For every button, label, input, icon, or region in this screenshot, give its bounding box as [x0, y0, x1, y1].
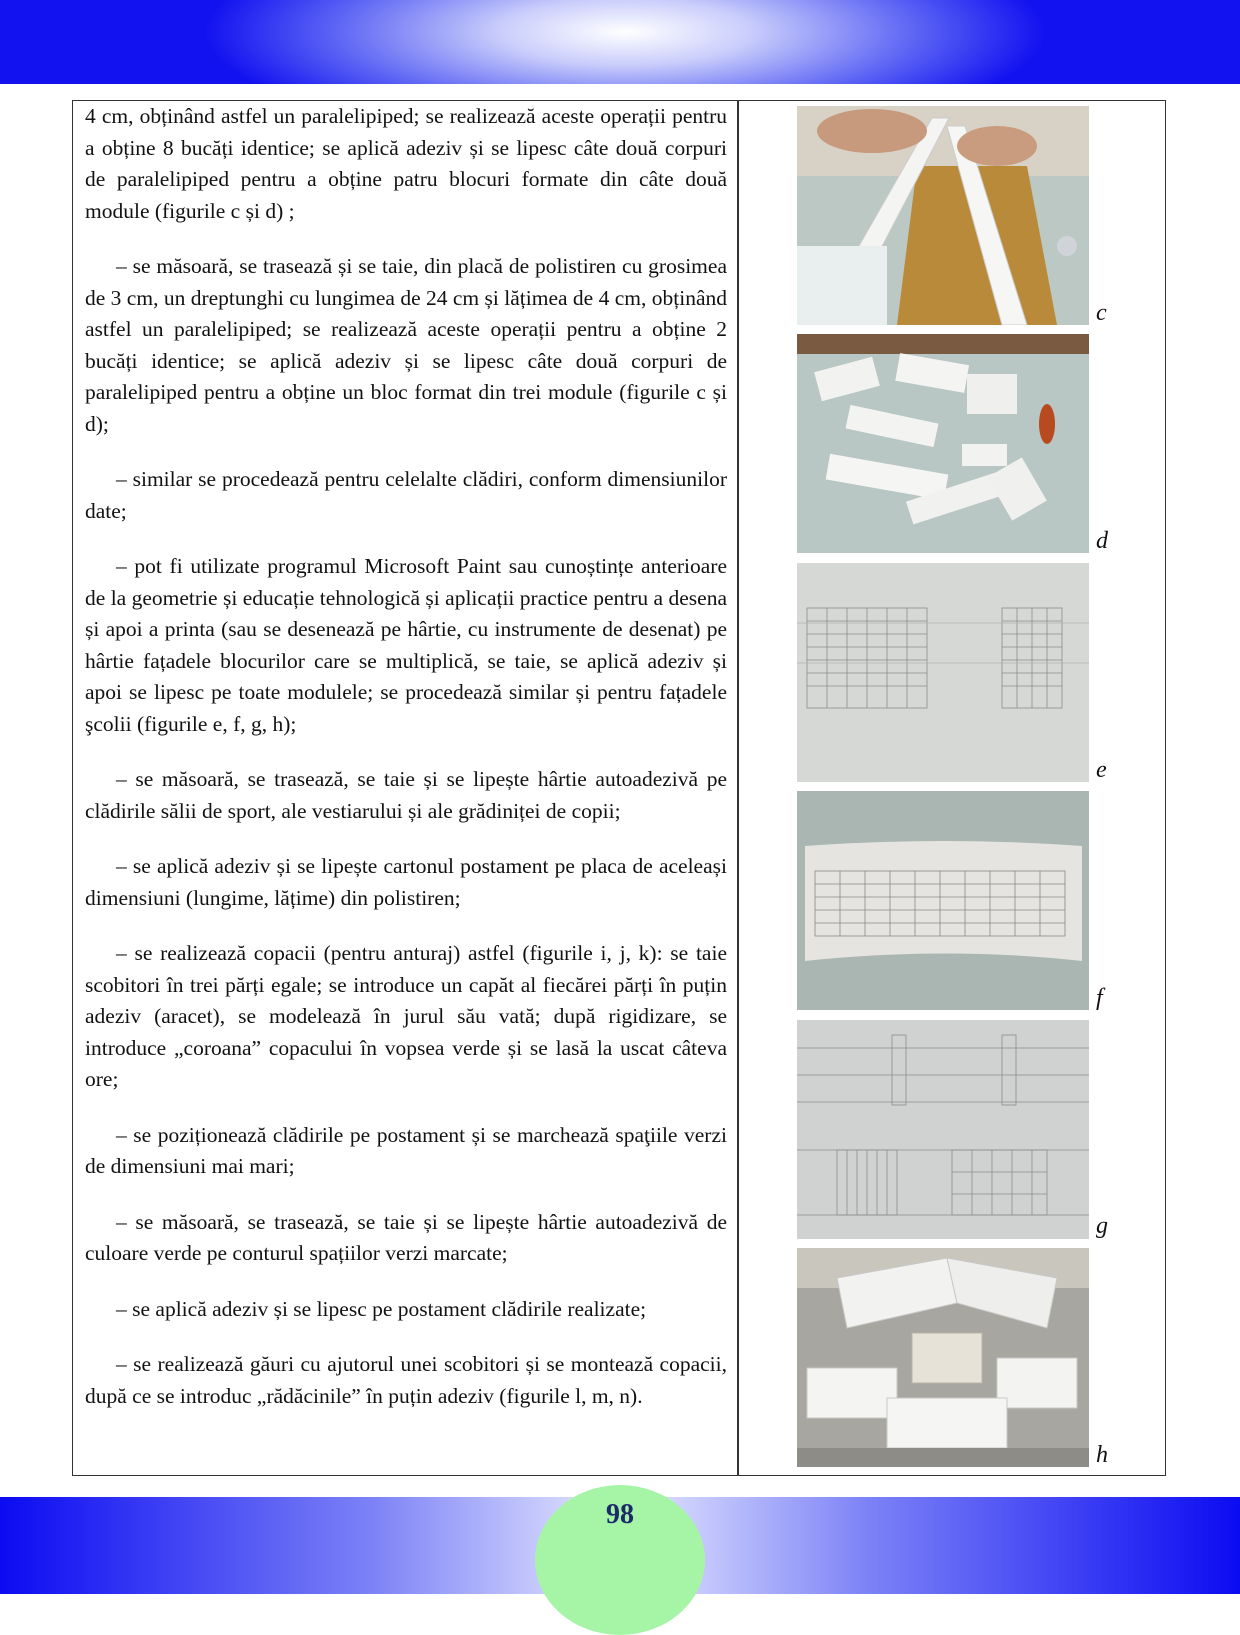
paragraph-7: – se realizează copacii (pentru anturaj) astfel (figurile i, j, k): se taie scobitori în trei părți egale; se introduce un capăt al fiecărei părți în puțin adeziv (aracet), se modelează în jurul său vată; după rigidizare, se introduce „coroana” copacului în vopsea verde și se lasă la uscat câteva ore; — [85, 941, 727, 1091]
paragraph-1: 4 cm, obținând astfel un paralelipiped; se realizează aceste operații pentru a obține 8 bucăți identice; se aplică adeziv și se lipesc câte două corpuri de paralelipiped pentru a obține patru blocuri formate din câte două module (figurile c și d) ; — [85, 104, 727, 223]
figure-d-label: d — [1096, 528, 1108, 554]
photo-polystyrene-blocks-icon — [797, 334, 1089, 553]
figure-d-photo — [797, 334, 1089, 553]
page-number-badge — [535, 1485, 705, 1635]
photo-facade-drawing-icon — [797, 563, 1089, 782]
figure-f-label: f — [1096, 985, 1103, 1011]
figure-f-photo — [797, 791, 1089, 1010]
figure-e-label: e — [1096, 757, 1107, 783]
paragraph-9: – se măsoară, se trasează, se taie și se lipește hârtie autoadezivă de culoare verde pe conturul spațiilor verzi marcate; — [85, 1209, 727, 1265]
text-column — [85, 101, 727, 1436]
paragraph-10: – se aplică adeziv și se lipesc pe postament clădirile realizate; — [116, 1296, 647, 1321]
paragraph-2: – se măsoară, se trasează și se taie, din placă de polistiren cu grosimea de 3 cm, un dreptunghi cu lungimea de 24 cm și lățimea de 4 cm, obținând astfel un paralelipiped; se realizează aceste operații pentru a obține 2 bucăți identice; se aplică adeziv și se lipesc câte două corpuri de paralelipiped pentru a obține un bloc format din trei module (figurile c și d); — [85, 254, 727, 436]
photo-assembled-model-icon — [797, 1248, 1089, 1467]
paragraph-11: – se realizează găuri cu ajutorul unei scobitori și se montează copacii, după ce se introduc „rădăcinile” în puțin adeziv (figurile l, m, n). — [85, 1352, 727, 1408]
photo-facade-sketches-icon — [797, 1020, 1089, 1239]
paragraph-3: – similar se procedează pentru celelalte clădiri, conform dimensiunilor date; — [85, 467, 727, 523]
paragraph-6: – se aplică adeziv și se lipește cartonul postament pe placa de aceleași dimensiuni (lungime, lățime) din polistiren; — [85, 854, 727, 910]
figure-c-photo — [797, 106, 1089, 325]
photo-facade-printed-icon — [797, 791, 1089, 1010]
figure-g-photo — [797, 1020, 1089, 1239]
figure-c-label: c — [1096, 300, 1107, 326]
paragraph-5: – se măsoară, se trasează, se taie și se lipește hârtie autoadezivă pe clădirile sălii de sport, ale vestiarului și ale grădiniței de copii; — [85, 767, 727, 823]
paragraph-4: – pot fi utilizate programul Microsoft Paint sau cunoștințe anterioare de la geometrie și educație tehnologică și aplicații practice pentru a desena și apoi a printa (sau se desenează pe hârtie, cu instrumente de desenat) pe hârtie fațadele blocurilor care se multiplică, se taie, se aplică adeziv și apoi se lipesc pe toate modulele; se procedează similar și pentru fațadele şcolii (figurile e, f, g, h); — [85, 554, 727, 736]
figure-h-photo — [797, 1248, 1089, 1467]
figure-e-photo — [797, 563, 1089, 782]
figure-g-label: g — [1096, 1213, 1108, 1239]
paragraph-8: – se poziționează clădirile pe postament și se marchează spaţiile verzi de dimensiuni mai mari; — [85, 1122, 727, 1178]
figure-h-label: h — [1096, 1442, 1108, 1468]
page-number: 98 — [606, 1499, 634, 1530]
header-band — [0, 0, 1240, 84]
photo-polystyrene-cutting-icon — [797, 106, 1089, 325]
column-divider — [737, 100, 739, 1476]
